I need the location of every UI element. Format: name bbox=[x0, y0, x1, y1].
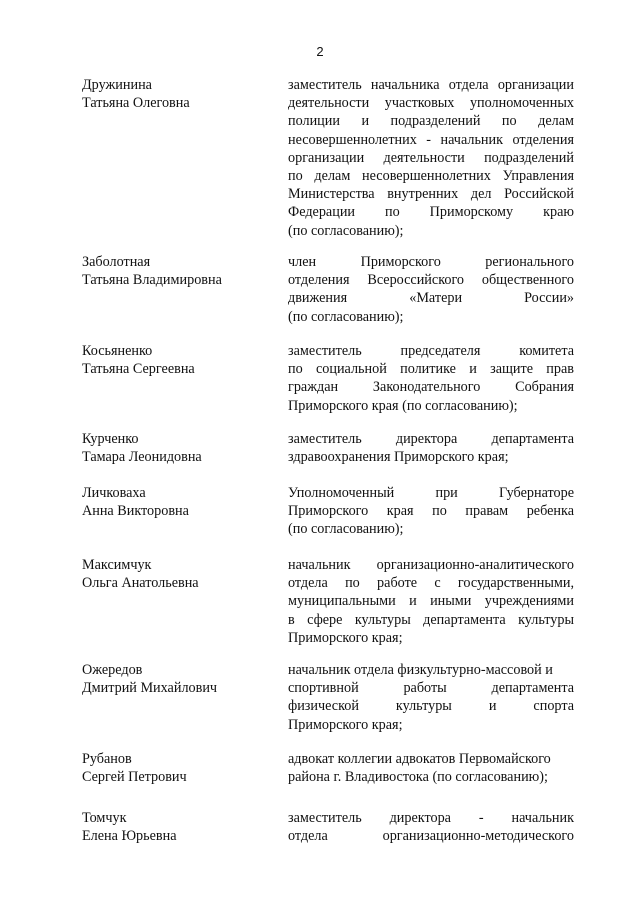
position-line: граждан Законодательного Собрания bbox=[288, 379, 574, 396]
member-name bbox=[82, 253, 272, 289]
position-line: Приморского края (по согласованию); bbox=[288, 397, 518, 414]
position-line: (по согласованию); bbox=[288, 222, 404, 239]
position-line: начальник организационно-аналитического bbox=[288, 557, 574, 573]
position-line: адвокат коллегии адвокатов Первомайского bbox=[288, 751, 551, 767]
position-line: несовершеннолетних - начальник отделения bbox=[288, 131, 574, 148]
position-line: Приморского края по правам ребенка bbox=[288, 503, 574, 520]
position-line: Федерации по Приморскому краю bbox=[288, 204, 574, 221]
member-surname: Рубанов bbox=[82, 751, 132, 767]
position-line: Уполномоченный при Губернаторе bbox=[288, 485, 574, 501]
member-name bbox=[82, 430, 272, 466]
member-position bbox=[288, 809, 574, 845]
member-surname: Томчук bbox=[82, 810, 127, 826]
position-line: член Приморского регионального bbox=[288, 254, 574, 270]
member-name bbox=[82, 76, 272, 112]
member-name bbox=[82, 661, 272, 697]
position-line: движения «Матери России» bbox=[288, 290, 574, 307]
position-line: заместитель директора департамента bbox=[288, 431, 574, 447]
member-position bbox=[288, 342, 574, 415]
position-line: по социальной политике и защите прав bbox=[288, 361, 574, 378]
position-line: отдела организационно-методического bbox=[288, 828, 574, 845]
position-line: Приморского края; bbox=[288, 629, 403, 646]
position-line: спортивной работы департамента bbox=[288, 680, 574, 697]
member-surname: Максимчук bbox=[82, 557, 152, 573]
member-given-names: Елена Юрьевна bbox=[82, 828, 177, 845]
member-name bbox=[82, 484, 272, 520]
member-position bbox=[288, 484, 574, 539]
member-name bbox=[82, 342, 272, 378]
position-line: организации деятельности подразделений bbox=[288, 149, 574, 166]
member-position bbox=[288, 661, 574, 734]
position-line: Приморского края; bbox=[288, 716, 403, 733]
member-surname: Курченко bbox=[82, 431, 139, 447]
member-given-names: Анна Викторовна bbox=[82, 503, 189, 520]
position-line: заместитель директора - начальник bbox=[288, 810, 574, 826]
position-line: деятельности участковых уполномоченных bbox=[288, 95, 574, 112]
member-surname: Дружинина bbox=[82, 77, 152, 93]
member-surname: Личковаха bbox=[82, 485, 146, 501]
position-line: района г. Владивостока (по согласованию); bbox=[288, 769, 548, 786]
member-given-names: Татьяна Олеговна bbox=[82, 95, 190, 112]
position-line: начальник отдела физкультурно-массовой и bbox=[288, 662, 553, 678]
position-line: по делам несовершеннолетних Управления bbox=[288, 167, 574, 184]
member-given-names: Ольга Анатольевна bbox=[82, 575, 199, 592]
position-line: в сфере культуры департамента культуры bbox=[288, 611, 574, 628]
page-number: 2 bbox=[316, 44, 324, 59]
member-surname: Косьяненко bbox=[82, 343, 153, 359]
member-given-names: Сергей Петрович bbox=[82, 769, 187, 786]
member-given-names: Татьяна Владимировна bbox=[82, 272, 222, 289]
position-line: (по согласованию); bbox=[288, 308, 404, 325]
position-line: Министерства внутренних дел Российской bbox=[288, 186, 574, 203]
member-given-names: Татьяна Сергеевна bbox=[82, 361, 195, 378]
member-given-names: Тамара Леонидовна bbox=[82, 449, 202, 466]
member-surname: Ожередов bbox=[82, 662, 143, 678]
member-position bbox=[288, 750, 574, 786]
member-position bbox=[288, 430, 574, 466]
member-position bbox=[288, 253, 574, 326]
position-line: заместитель начальника отдела организации bbox=[288, 77, 574, 93]
position-line: (по согласованию); bbox=[288, 521, 404, 538]
position-line: отдела по работе с государственными, bbox=[288, 575, 574, 592]
position-line: отделения Всероссийского общественного bbox=[288, 272, 574, 289]
position-line: заместитель председателя комитета bbox=[288, 343, 574, 359]
position-line: полиции и подразделений по делам bbox=[288, 113, 574, 130]
position-line: здравоохранения Приморского края; bbox=[288, 449, 509, 466]
member-position bbox=[288, 76, 574, 240]
member-given-names: Дмитрий Михайлович bbox=[82, 680, 218, 697]
member-name bbox=[82, 556, 272, 592]
member-name bbox=[82, 809, 272, 845]
member-surname: Заболотная bbox=[82, 254, 151, 270]
member-name bbox=[82, 750, 272, 786]
position-line: муниципальными и иными учреждениями bbox=[288, 593, 574, 610]
member-position bbox=[288, 556, 574, 647]
position-line: физической культуры и спорта bbox=[288, 698, 574, 715]
